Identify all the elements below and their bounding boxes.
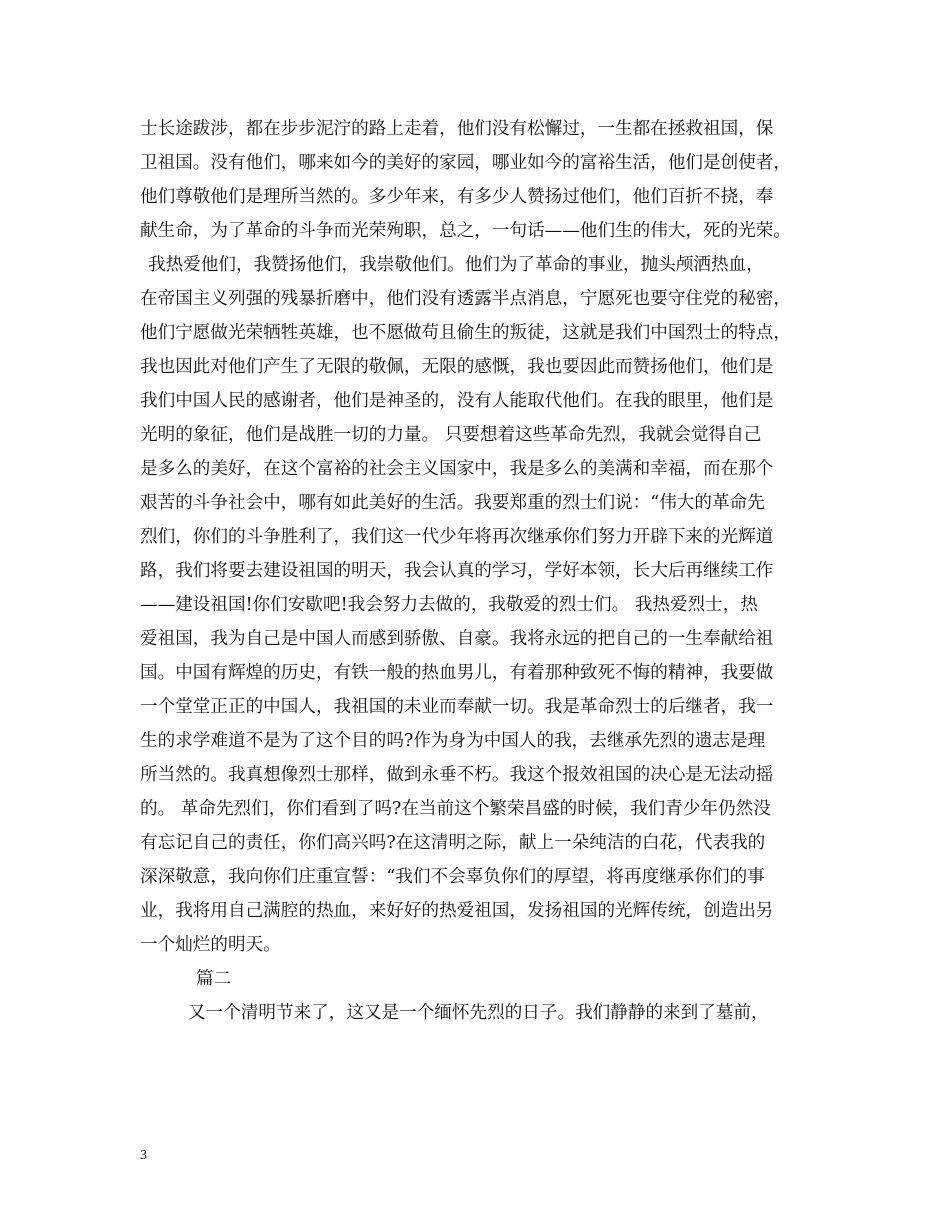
section-heading: 篇二 [196,969,232,989]
text-line: 卫祖国。没有他们，哪来如今的美好的家园，哪业如今的富裕生活，他们是创使者， [140,153,791,173]
text-line: 的。 革命先烈们，你们看到了吗?在当前这个繁荣昌盛的时候，我们青少年仍然没 [140,799,771,819]
text-line: 烈们，你们的斗争胜利了，我们这一代少年将再次继承你们努力开辟下来的光辉道 [140,527,774,547]
text-line: ——建设祖国!你们安歇吧!我会努力去做的，我敬爱的烈士们。 我热爱烈士，热 [140,595,758,615]
paragraph-first-line: 又一个清明节来了，这又是一个缅怀先烈的日子。我们静静的来到了墓前， [188,1003,769,1023]
text-line: 艰苦的斗争社会中，哪有如此美好的生活。我要郑重的烈士们说：“伟大的革命先 [140,493,765,513]
text-line: 一个堂堂正正的中国人，我祖国的未业而奉献一切。我是革命烈士的后继者，我一 [140,697,774,717]
text-line: 他们尊敬他们是理所当然的。多少年来，有多少人赞扬过他们，他们百折不挠，奉 [140,187,774,207]
text-line: 国。中国有辉煌的历史，有铁一般的热血男儿，有着那种致死不悔的精神，我要做 [140,663,774,683]
text-line: 有忘记自己的责任，你们高兴吗?在这清明之际，献上一朵纯洁的白花，代表我的 [140,833,766,853]
text-line: 光明的象征，他们是战胜一切的力量。 只要想着这些革命先烈，我就会觉得自己 [140,425,762,445]
text-line: 所当然的。我真想像烈士那样，做到永垂不朽。我这个报效祖国的决心是无法动摇 [140,765,774,785]
text-line: 生的求学难道不是为了这个目的吗?作为身为中国人的我，去继承先烈的遗志是理 [140,731,766,751]
text-line: 爱祖国，我为自己是中国人而感到骄傲、自豪。我将永远的把自己的一生奉献给祖 [140,629,774,649]
text-line: 我热爱他们，我赞扬他们，我崇敬他们。他们为了革命的事业，抛头颅洒热血， [148,255,764,275]
body-text [140,112,830,1030]
text-line: 他们宁愿做光荣牺牲英雄，也不愿做苟且偷生的叛徒，这就是我们中国烈士的特点， [140,323,791,343]
text-line: 我也因此对他们产生了无限的敬佩，无限的感慨，我也要因此而赞扬他们，他们是 [140,357,774,377]
text-line: 献生命，为了革命的斗争而光荣殉职，总之，一句话——他们生的伟大，死的光荣。 [140,221,791,241]
text-line: 业，我将用自己满腔的热血，来好好的热爱祖国，发扬祖国的光辉传统，创造出另 [140,901,774,921]
text-line: 我们中国人民的感谢者，他们是神圣的，没有人能取代他们。在我的眼里，他们是 [140,391,774,411]
text-line: 路，我们将要去建设祖国的明天，我会认真的学习，学好本领，长大后再继续工作 [140,561,774,581]
text-line: 一个灿烂的明天。 [140,935,281,955]
page-number: 3 [140,1148,147,1163]
text-line: 是多么的美好，在这个富裕的社会主义国家中，我是多么的美满和幸福，而在那个 [140,459,774,479]
text-line: 士长途跋涉，都在步步泥泞的路上走着，他们没有松懈过，一生都在拯救祖国，保 [140,119,774,139]
text-line: 深深敬意，我向你们庄重宣誓：“我们不会辜负你们的厚望，将再度继承你们的事 [140,867,765,887]
text-line: 在帝国主义列强的残暴折磨中，他们没有透露半点消息，宁愿死也要守住党的秘密， [140,289,791,309]
